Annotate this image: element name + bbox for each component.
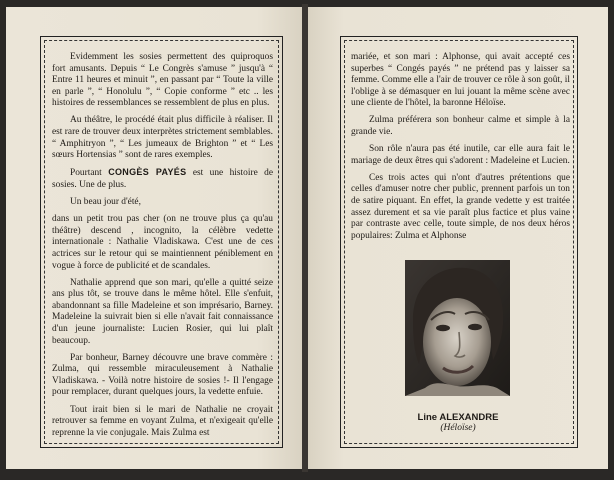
paragraph-petit-trou: dans un petit trou pas cher (on ne trouve plus ça qu'au théâtre) descend , incognito, la célèbre vedette internationale : Nathalie Vladiskawa. C'est une de ces actrices sur le retour qui se maintiennent péniblement en vogue à force de publicité et de scandales. (52, 214, 273, 271)
paragraph-zulma-prefere: Zulma préférera son bonheur calme et simple à la grande vie. (351, 115, 570, 138)
show-title: CONGÈS PAYÉS (108, 167, 187, 178)
paragraph-tout-irait: Tout irait bien si le mari de Nathalie ne croyait retrouver sa femme en voyant Zulma, et n'exigeait qu'elle reprenne la vie conjugale. Mais Zulma est (52, 404, 273, 438)
portrait-caption-role: (Héloïse) (440, 423, 476, 433)
left-page (6, 7, 302, 469)
paragraph-pourtant (52, 167, 273, 191)
paragraph-mariee: mariée, et son mari : Alphonse, qui avait accepté ces superbes “ Congés payés ” ne prétend pas y laisser sa femme. Comme elle a l'air de trouver ce rôle à son goût, il l'oblige à se démasquer en lui jouant la même scène avec une cliente de l'hôtel, la baronne Héloïse. (351, 52, 570, 109)
pourtant-rest: est une histoire de sosies. Une de plus. (52, 168, 274, 190)
actress-portrait-photo (405, 260, 510, 396)
paragraph-trois-actes: Ces trois actes qui n'ont d'autres prétentions que celles d'amuser notre cher public, prennent parfois un ton de satire piquant. En effet, la grande vedette y est traitée assez durement et sa vie paraît plus factice et plus vaine par contraste avec celle, toute simple, de nos deux héros populaires: Zulma et Alphonse (351, 172, 570, 241)
paragraph-theatre: Au théâtre, le procédé était plus difficile à réaliser. Il est rare de trouver deux interprètes strictement semblables. “ Amphitryon ”, “ Les jumeaux de Brighton ” et “ Les sœurs Hortensias ” sont de rares exemples. (52, 115, 273, 161)
left-page-text (52, 52, 273, 445)
right-page-text (351, 52, 570, 248)
pourtant-lead: Pourtant (70, 168, 102, 179)
portrait-illustration (405, 260, 510, 396)
paragraph-sosies: Evidemment les sosies permettent des quiproquos fort amusants. Depuis “ Le Congrès s'amuse ” jusqu'à “ Entre 11 heures et minuit ”, en passant par “ Toute la ville en parle ”, “ Honolulu ”, “ Copie conforme ” etc .. les histoires de ressemblances se ressemblent de plus en plus. (52, 52, 273, 109)
paragraph-role: Son rôle n'aura pas été inutile, car elle aura fait le mariage de deux êtres qui s'adorent : Madeleine et Lucien. (351, 144, 570, 166)
paragraph-beau-jour: Un beau jour d'été, (70, 197, 141, 208)
portrait-caption-name: Line ALEXANDRE (417, 412, 499, 423)
paragraph-nathalie: Nathalie apprend que son mari, qu'elle a quitté seize ans plus tôt, se trouve dans le même hôtel. Elle s'enfuit, abandonnant sa fille Madeleine et son imprésario, Barney. Madeleine la suivrait bien si elle n'avait fait connaissance d'un jeune journaliste: Lucien Rosier, qui lui plaît beaucoup. (52, 277, 273, 346)
right-page (308, 7, 608, 469)
paragraph-barney: Par bonheur, Barney découvre une brave commère : Zulma, qui ressemble miraculeusement à Nathalie Vladiskawa. - Voilà notre histoire de sosies !- Il l'engage pour remplacer, durant quelques jours, la vedette enfuie. (52, 352, 273, 398)
